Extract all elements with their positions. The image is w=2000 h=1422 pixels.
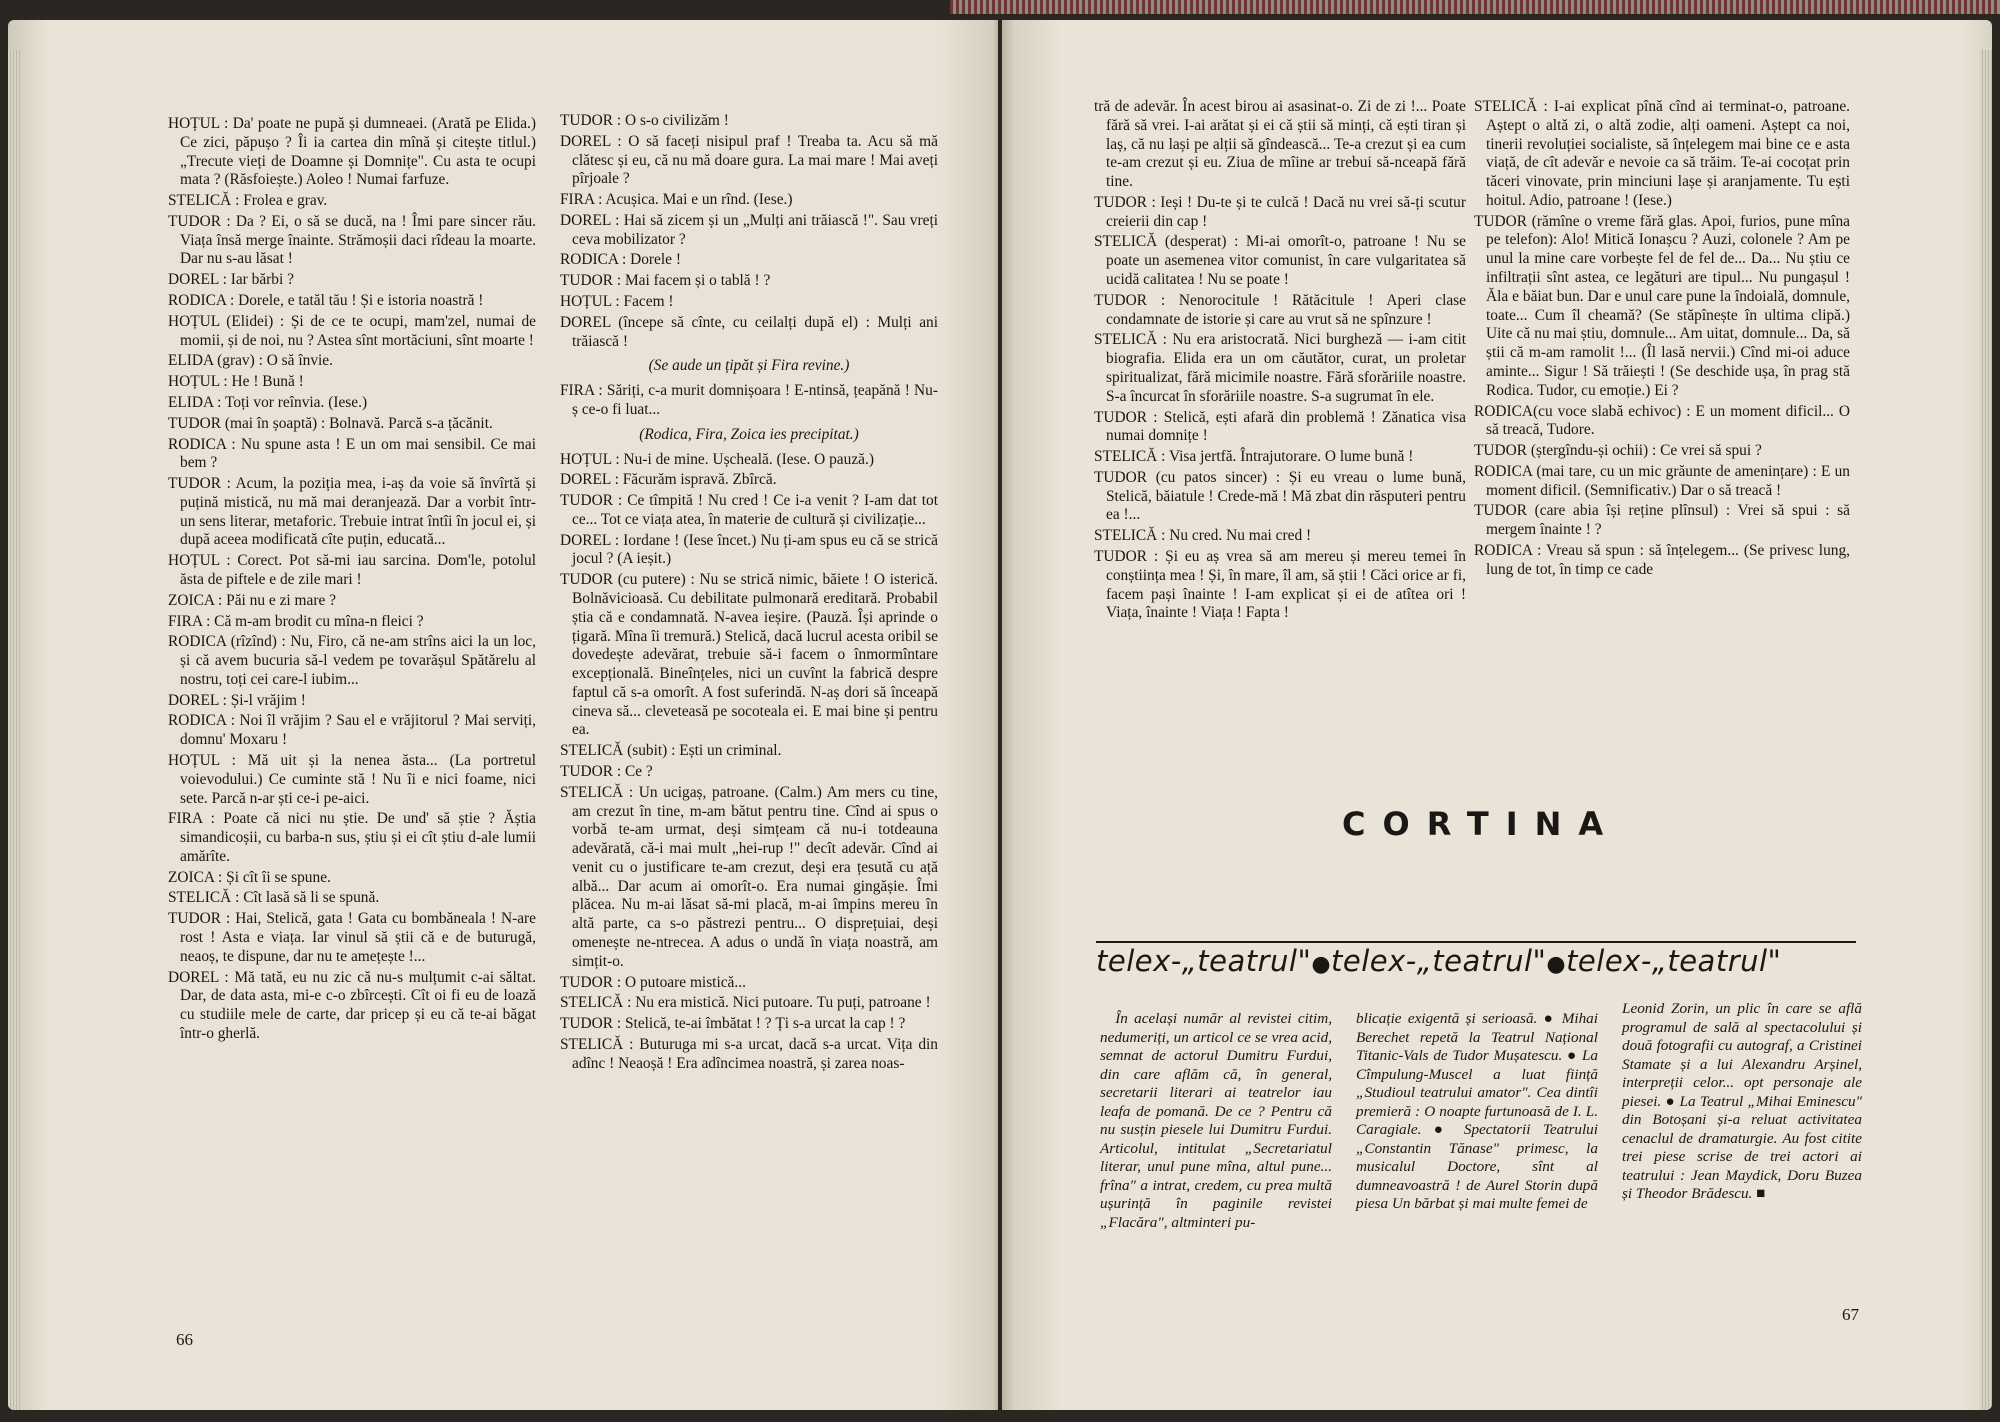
bullet-icon: ● (1661, 1092, 1680, 1110)
telex-item: Leonid Zorin, un plic în care se află programul de sală al spectacolului și două fotografii cu autograf, a Cristinei Stamate și a lui Alexandru Arșinel, interpreții celor... opt personaje ale piesei. (1622, 1000, 1862, 1110)
telex-item: Spectatorii Teatrului „Constantin Tănase" primesc, la musicalul Doctore, sînt al dumneavoastră ! de Aurel Storin după piesa Un bărbat și mai multe femei de (1356, 1121, 1598, 1213)
telex-rule (1096, 941, 1856, 943)
telex-header-part: „teatrul" (1416, 944, 1547, 978)
dialogue-line: TUDOR (mai în șoaptă) : Bolnavă. Parcă s-a țăcănit. (168, 414, 493, 432)
dialogue-line: TUDOR (rămîne o vreme fără glas. Apoi, furios, pune mîna pe telefon): Alo! Mitică Ionașcu ? Auzi, colonele ? Am pe unul la mine care vorbește fel de fel de... Da... Nu știu ce infiltrații sînt astea, ce legături are tipul... Nu pungașul ! Ăla e băiat bun. Dar e unul care pune la îndoială, domnule, toate... Cum îl cheamă? (Se stăpînește în ultima clipă.) Uite că nu mai știu, domnule... Am uitat, domnule... Da, să știi că m-am ramolit !... (Îl lasă nervii.) Cînd mi-oi aduce aminte... Sigur ! Să trăiești ! (Se deschide ușa, în prag stă Rodica. Tudor, cu emoție.) Ei ? (1474, 212, 1850, 399)
telex-column-1 (1100, 1010, 1332, 1233)
dialogue-line: STELICĂ : Nu era aristocrată. Nici burgheză — i-am citit biografia. Elida era un om căutător, curat, un proletar spiritualizat, fără micimile noastre. Fără sforăriile noastre. S-a încurcat în sforăriile noastre. S-a sugrumat în ele. (1094, 331, 1466, 405)
dialogue-line: STELICĂ : Cît lasă să li se spună. (168, 889, 380, 907)
dialogue-line: DOREL : Iordane ! (Iese încet.) Nu ți-am spus eu că se strică jocul ? (A ieșit.) (560, 531, 938, 568)
dialogue-line: TUDOR : Nenorocitule ! Rătăcitule ! Aperi clase condamnate de istorie și care au vrut să ne spînzure ! (1094, 291, 1466, 328)
dialogue-line: DOREL : Mă tată, eu nu zic că nu-s mulțumit c-ai săltat. Dar, de data asta, mi-e c-o zbîrcești. Cît oi fi eu de loază cu studiile mele de carte, dar pricep și eu că te-ai băgat într-o gherlă. (168, 968, 536, 1042)
telex-header-part: telex- (1566, 944, 1652, 978)
telex-item: La Teatrul „Mihai Eminescu" din Botoșani și-a reluat activitatea cenaclul de dramaturgie. Au fost citite trei piese scrise de trei actori ai teatrului : Jean Maydick, Doru Buzea și Theodor Brădescu. (1622, 1092, 1862, 1203)
page-edge (8, 50, 22, 1410)
dialogue-line: DOREL : Făcurăm ispravă. Zbîrcă. (560, 471, 777, 489)
dialogue-line: RODICA : Vreau să spun : să înțelegem... (Se privesc lung, lung de tot, în timp ce cade (1474, 541, 1850, 578)
dialogue-line: STELICĂ : Un ucigaș, patroane. (Calm.) Am mers cu tine, am crezut în tine, m-am bătut pentru tine. Cînd ai spus o vorbă te-am urmat, deși simțeam că nu-i totdeauna adevărată, că-i mai mult „hei-rup !" decît adevăr. Cînd ai venit cu o justificare te-am crezut, deși era țesută cu ață albă... Dar acum ai omorît-o. Era numai gingășie. Îmi plăcea. Nu m-ai lăsat să-mi placă, m-ai împins mereu în altă parte, ca s-o păstrezi pentru... O disprețuiai, deși omenește ne-ntrecea. A adus o undă în viața noastră, am simțit-o. (560, 783, 938, 970)
telex-text: În același număr al revistei citim, nedumeriți, un articol ce se vrea acid, semnat de actorul Dumitru Furdui, din care aflăm că, în general, secretarii literari ai teatrelor iau leafa de pomană. De ce ? Pentru că nu susțin piesele lui Dumitru Furdui. Articolul, intitulat „Secretariatul literar, unul pune mîna, altul pune... frîna" a intrat, credem, cu prea multă ușurință în paginile revistei „Flacăra", altminteri pu- (1100, 1010, 1332, 1232)
dialogue-line: DOREL : Hai să zicem și un „Mulți ani trăiască !". Sau vreți ceva mobilizator ? (560, 211, 938, 248)
dialogue-line: TUDOR : O putoare mistică... (560, 973, 746, 991)
dialogue-line: RODICA : Nu spune asta ! E un om mai sensibil. Ce mai bem ? (168, 435, 536, 472)
dialogue-line: TUDOR (cu putere) : Nu se strică nimic, băiete ! O isterică. Bolnăvicioasă. Cu debilitate pulmonară ereditară. Probabil știa că e condamnată. N-avea ieșire. (Pauză. Își aprinde o țigară. Mîna îi tremură.) Stelică, dacă lucrul acesta oribil se dovedește adevărat, trebuie să-i facem o înmormîntare excepțională. Bineînțeles, nici un cuvînt la fabrică despre faptul că s-a omorît. A fost suferindă. N-aș dori să înceapă cineva să... cleveteasă pe socoteala ei. E mai bine și pentru ea. (560, 571, 938, 739)
dialogue-line: HOȚUL : Facem ! (560, 293, 674, 311)
telex-header-part: telex- (1096, 944, 1182, 978)
dialogue-line: DOREL : Iar bărbi ? (168, 271, 294, 289)
binding-strip (950, 0, 2000, 14)
dialogue-line: TUDOR : Acum, la poziția mea, i-aș da voie să învîrtă și puțină mistică, nu mă mai deranjează. Dar a vorbit într-un sens literar, metaforic. Trebuie intrat întîi în jocul ei, și după aceea modificată cîte puțin, educată... (168, 475, 536, 549)
page-number-left: 66 (176, 1330, 193, 1349)
dialogue-line: FIRA : Săriți, c-a murit domnișoara ! E-ntinsă, țeapănă ! Nu-ș ce-o fi luat... (560, 382, 938, 418)
dialogue-line: TUDOR (cu patos sincer) : Și eu vreau o lume bună, Stelică, băiatule ! Crede-mă ! Mă zbat din răsputeri pentru ea !... (1094, 468, 1466, 524)
dialogue-line: tră de adevăr. În acest birou ai asasinat-o. Zi de zi !... Poate fără să vrei. I-ai arătat și ei că știi să minți, că ești tiran și laș, că nu lași pe alții să gîndească... Te-a crezut și ea cum te-am crezut și eu. Ziua de mîine ar trebui să-nceapă fără tine. (1094, 98, 1466, 191)
dialogue-line: TUDOR (care abia își reține plînsul) : Vrei să spui : să mergem înainte ! ? (1474, 502, 1850, 539)
dialogue-line: STELICĂ : Buturuga mi s-a urcat, dacă s-a urcat. Vița din adînc ! Neaoșă ! Era adîncimea noastră, și zarea noas- (560, 1035, 938, 1072)
dialogue-line: FIRA : Poate că nici nu știe. De und' să știe ? Ăștia simandicoșii, cu barba-n sus, știu și ei cît știu d-ale lumii amărîte. (168, 810, 536, 865)
dialogue-line: RODICA(cu voce slabă echivoc) : E un moment dificil... O să treacă, Tudore. (1474, 402, 1850, 439)
dialogue-line: ZOICA : Păi nu e zi mare ? (168, 591, 336, 609)
dialogue-line: HOȚUL (Elidei) : Și de ce te ocupi, mam'zel, numai de momii, și de noi, nu ? Astea sînt mortăciuni, sînt moarte ! (168, 312, 536, 349)
telex-item: blicație exigentă și serioasă. (1356, 1010, 1538, 1027)
left-page (8, 20, 998, 1410)
right-column-1 (1094, 98, 1466, 625)
dialogue-line: FIRA : Că m-am brodit cu mîna-n fleici ? (168, 612, 424, 630)
bullet-icon: ● (1537, 1010, 1562, 1027)
dialogue-line: HOȚUL : Corect. Pot să-mi iau sarcina. Dom'le, potolul ăsta de piftele e de zile mari ! (168, 552, 536, 588)
dialogue-line: STELICĂ (desperat) : Mi-ai omorît-o, patroane ! Nu se poate un asemenea vitor comunist, în care vulgaritatea să ucidă calitatea ! Nu se poate ! (1094, 233, 1466, 289)
dialogue-line: STELICĂ (subit) : Ești un criminal. (560, 742, 782, 760)
dialogue-line: STELICĂ : Frolea e grav. (168, 192, 328, 210)
dialogue-line: ZOICA : Și cît îi se spune. (168, 868, 331, 886)
dialogue-line: TUDOR : Ce ? (560, 763, 653, 780)
left-column-2 (560, 112, 938, 1076)
cortina-heading: CORTINA (1342, 805, 1621, 843)
dialogue-line: DOREL : O să faceți nisipul praf ! Treaba ta. Acu să mă clătesc și eu, că nu mă doare gura. La mai mare ! Mai aveți pîrjoale ? (560, 132, 938, 188)
dialogue-line: TUDOR : Și eu aș vrea să am mereu și mereu temei în conștiința mea ! Și, în mare, îl am, să știi ! Căci orice ar fi, facem pași înainte ! I-am explicat și ei de atîtea ori ! Viața, înainte ! Viața ! Fapta ! (1094, 547, 1466, 622)
dialogue-line: TUDOR : Mai facem și o tablă ! ? (560, 272, 771, 290)
dialogue-line: TUDOR : Stelică, ești afară din problemă ! Zănatica visa numai domnițe ! (1094, 408, 1466, 445)
page-edge (1980, 50, 1992, 1410)
telex-header-part: telex- (1331, 944, 1417, 978)
dialogue-line: HOȚUL : Mă uit și la nenea ăsta... (La portretul voievodului.) Ce cuminte stă ! Nu îi e nici foame, nici sete. Parcă n-ar ști ce-i pe-aici. (168, 752, 536, 807)
dialogue-line: FIRA : Acușica. Mai e un rînd. (Iese.) (560, 191, 793, 209)
dialogue-line: ELIDA : Toți vor reînvia. (Iese.) (168, 393, 368, 411)
telex-column-3 (1622, 1000, 1862, 1204)
dialogue-line: RODICA : Dorele, e tatăl tău ! Și e istoria noastră ! (168, 292, 484, 310)
dialogue-line: HOȚUL : Nu-i de mine. Ușcheală. (Iese. O pauză.) (560, 450, 874, 468)
dialogue-line: TUDOR : O s-o civilizăm ! (560, 112, 729, 129)
dialogue-line: HOȚUL : Da' poate ne pupă și dumneaei. (Arată pe Elida.) Ce zici, păpușo ? Îi ia cartea din mînă și citește titlul.) „Trecute vieți de Doamne și Domnițe". Cu asta te ocupi mata ? (Răsfoiește.) Aoleo ! Numai farfuze. (168, 115, 536, 189)
bullet-icon: ● (1421, 1121, 1464, 1139)
dialogue-line: TUDOR (ștergîndu-și ochii) : Ce vrei să spui ? (1474, 442, 1762, 460)
dialogue-line: RODICA : Noi îl vrăjim ? Sau el e vrăjitorul ? Mai serviți, domnu' Moxaru ! (168, 712, 536, 749)
dialogue-line: ELIDA (grav) : O să învie. (168, 352, 333, 370)
telex-header-part: „teatrul" (1651, 944, 1782, 978)
dialogue-line: DOREL (începe să cînte, cu ceilalți după el) : Mulți ani trăiască ! (560, 313, 938, 350)
dialogue-line: STELICĂ : I-ai explicat pînă cînd ai terminat-o, patroane. Aștept o altă zi, o altă zodie, alți oameni. Aștept ca noi, tinerii revoluției socialiste, să înțelegem mai bine ce e asta viață, de cît adevăr e nevoie ca să trăim. Te-ai cocoțat prin tăceri vinovate, prin minciuni lașe și aranjamente. Tu ești hoitul. Adio, patroane ! (Iese.) (1474, 98, 1850, 209)
telex-item: La Cîmpulung-Muscel a luat ființă „Studioul teatrului amator". Cea dintîi premieră : O noapte furtunoasă de I. L. Caragiale. (1356, 1047, 1598, 1139)
dialogue-line: (Se aude un țipăt și Fira revine.) (648, 357, 850, 375)
right-column-2 (1474, 98, 1850, 582)
dialogue-line: TUDOR : Hai, Stelică, gata ! Gata cu bombăneala ! N-are rost ! Asta e viața. Iar vinul să știi că e de buturugă, neaoș, te dispune, dar nu te amețește !... (168, 910, 536, 965)
telex-header-part: „teatrul" (1181, 944, 1312, 978)
bullet-icon: ● (1562, 1047, 1582, 1065)
dialogue-line: RODICA : Dorele ! (560, 251, 681, 269)
dialogue-line: TUDOR : Stelică, te-ai îmbătat ! ? Ți s-a urcat la cap ! ? (560, 1015, 906, 1033)
left-column-1 (168, 115, 536, 1046)
telex-header (1096, 944, 1876, 978)
dialogue-line: TUDOR : Ieși ! Du-te și te culcă ! Dacă nu vrei să-ți scutur creierii din cap ! (1094, 193, 1466, 230)
bullet-icon: ● (1311, 952, 1332, 977)
dialogue-line: TUDOR : Ce tîmpită ! Nu cred ! Ce i-a venit ? I-am dat tot ce... Tot ce viața atea, în materie de cultură și civilizație... (560, 492, 938, 528)
telex-column-2 (1356, 1010, 1598, 1214)
dialogue-line: STELICĂ : Nu cred. Nu mai cred ! (1094, 527, 1312, 545)
telex-item: Mihai Berechet repetă la Teatrul Național Titanic-Vals de Tudor Mușatescu. (1356, 1010, 1598, 1065)
dialogue-line: STELICĂ : Visa jertfă. Întrajutorare. O lume bună ! (1094, 448, 1414, 466)
dialogue-line: RODICA (mai tare, cu un mic grăunte de amenințare) : E un moment dificil. (Semnificativ.) Dar o să treacă ! (1474, 462, 1850, 499)
end-mark-icon: ■ (1752, 1185, 1766, 1203)
dialogue-line: HOȚUL : He ! Bună ! (168, 373, 304, 391)
dialogue-line: RODICA (rîzînd) : Nu, Firo, că ne-am strîns aici la un loc, și că avem bucuria să-l vedem pe tovarășul Spătărelu al nostru, toți cei care-l iubim... (168, 633, 536, 688)
dialogue-line: (Rodica, Fira, Zoica ies precipitat.) (639, 425, 859, 443)
dialogue-line: TUDOR : Da ? Ei, o să se ducă, na ! Îmi pare sincer rău. Viața însă merge înainte. Strămoșii daci rîdeau la moarte. Dar nu s-au lăsat ! (168, 212, 536, 268)
bullet-icon: ● (1546, 952, 1567, 977)
dialogue-line: DOREL : Și-l vrăjim ! (168, 691, 306, 709)
page-number-right: 67 (1842, 1305, 1859, 1324)
dialogue-line: STELICĂ : Nu era mistică. Nici putoare. Tu puți, patroane ! (560, 994, 931, 1012)
